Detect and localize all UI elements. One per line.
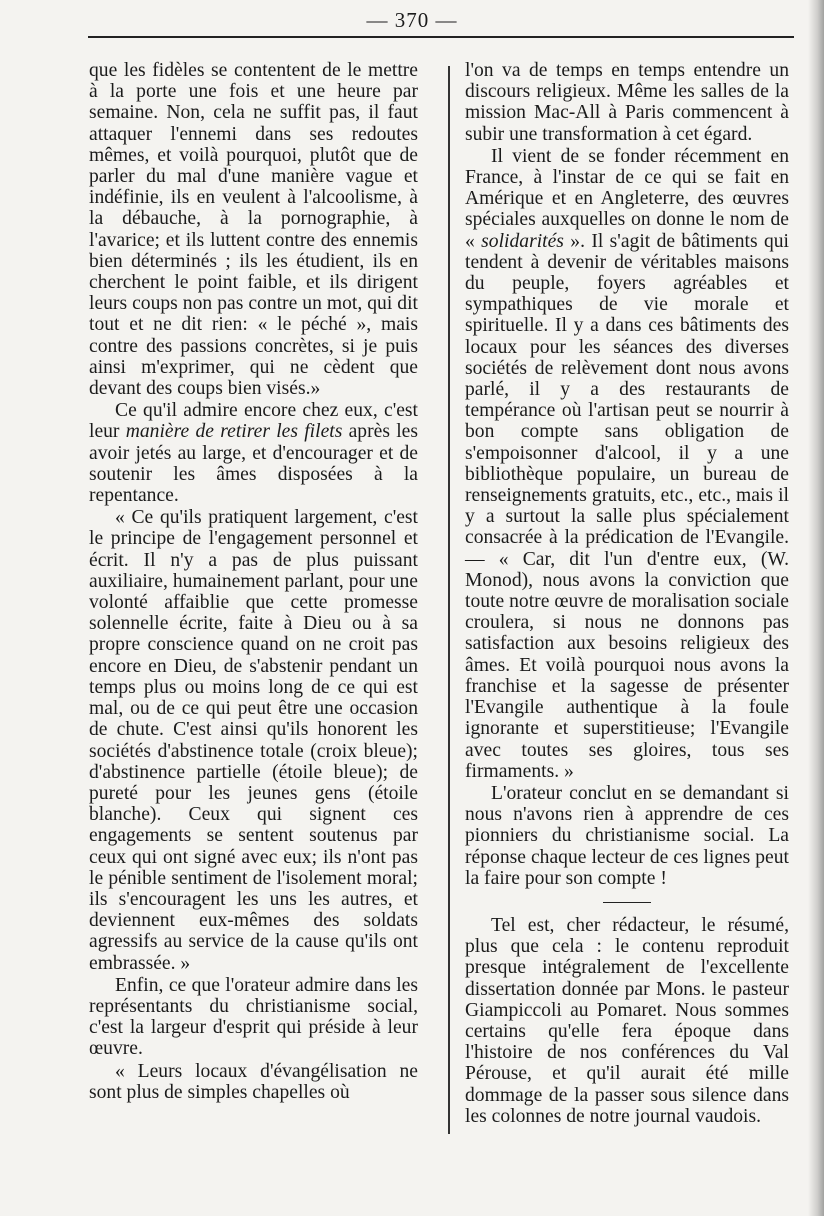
paragraph [89, 400, 418, 506]
section-separator [603, 902, 651, 903]
paragraph: Enfin, ce que l'orateur admire dans les représentants du christianisme social, c'est la largeur d'esprit qui préside à leur œuvre. [89, 974, 418, 1060]
header-rule [88, 36, 794, 38]
paragraph-text: Ce qu'il admire encore chez eux, c'est leur [89, 400, 418, 443]
paragraph: « Ce qu'ils pratiquent largement, c'est le principe de l'engagement personnel et écrit. Il n'y a pas de plus puissant auxiliaire, humainement parlant, pour une volonté affaiblie que cette promesse solennelle écrite, faite à Dieu ou à sa propre conscience quand on ne croit pas encore en Dieu, de s'abstenir pendant un temps plus ou moins long de ce qui est mal, ou de ce qui peut être une occasion de chute. C'est ainsi qu'ils honorent les sociétés d'abstinence totale (croix bleue); d'abstinence partielle (étoile bleue); de pureté pour les jeunes gens (étoile blanche). Ceux qui signent ces engagements se sentent soutenus par ceux qui ont signé avec eux; ils n'ont pas le pénible sentiment de l'isolement moral; ils s'encouragent les uns les autres, et deviennent eux-mêmes des soldats agressifs au service de la cause qu'ils ont embrassée. » [89, 507, 418, 974]
column-divider [448, 66, 450, 1134]
paragraph-text: Il vient de se fonder récemment en France, à l'instar de ce qui se fait en Amérique et en Angleterre, des œuvres spéciales auxquelles on donne le nom de « [465, 145, 789, 252]
paragraph: que les fidèles se contentent de le mettre à la porte une fois et une heure par semaine. Non, cela ne suffit pas, il faut attaquer l'ennemi dans ses redoutes mêmes, et voilà pourquoi, plutôt que de parler du mal d'une manière vague et indéfinie, ils en veulent à l'alcoolisme, à la débauche, à la pornographie, à l'avarice; et ils luttent contre des ennemis bien déterminés ; ils les étudient, ils en cherchent le point faible, et ils dirigent leurs coups non pas contre un mot, qui dit tout et ne dit rien: « le péché », mais contre des passions concrètes, si je puis ainsi m'exprimer, qui ne cèdent que devant des coups bien visés.» [89, 60, 418, 400]
paragraph: l'on va de temps en temps entendre un discours religieux. Même les salles de la mission Mac-All à Paris commencent à subir une transformation à cet égard. [465, 60, 789, 145]
page-edge-shadow [808, 0, 824, 1216]
paragraph: Tel est, cher rédacteur, le résumé, plus que cela : le contenu reproduit presque intégralement de l'excellente dissertation donnée par Mons. le pasteur Giampiccoli au Pomaret. Nous sommes certains qu'elle fera époque dans l'histoire de nos conférences du Val Pérouse, et qu'il aurait été mille dommage de la passer sous silence dans les colonnes de notre journal vaudois. [465, 914, 789, 1127]
page-number: — 370 — [366, 8, 458, 32]
paragraph-text: ». Il s'agit de bâtiments qui tendent à devenir de véritables maisons du peuple, foyers agréables et sympathiques de vie morale et spirituelle. Il y a dans ces bâtiments des locaux pour les séances des diverses sociétés de relèvement dont nous avons parlé, il y a des restaurants de tempérance où l'artisan peut se nourrir à bon compte sans obligation de s'empoisonner d'alcool, il y a une bibliothèque populaire, un bureau de renseignements gratuits, etc., etc., mais il y a surtout la salle plus spécialement consacrée à la prédication de l'Evangile. — « Car, dit l'un d'entre eux, (W. Monod), nous avons la conviction que toute notre œuvre de moralisation sociale croulera, si nous ne donnons pas satisfaction aux besoins religieux des âmes. Et voilà pourquoi nous avons la franchise et la sagesse de présenter l'Evangile authentique à la foule ignorante et superstitieuse; l'Evangile avec toutes ses gloires, tous ses firmaments. » [465, 230, 790, 782]
right-column [465, 60, 789, 1127]
paragraph: « Leurs locaux d'évangélisation ne sont plus de simples chapelles où [89, 1060, 418, 1103]
italic-phrase: manière de retirer les filets [125, 421, 343, 443]
left-column [89, 60, 418, 1103]
paragraph-text: après les avoir jetés au large, et d'encourager et de soutenir les âmes disposées à la repentance. [89, 421, 418, 507]
paragraph [465, 146, 789, 782]
paragraph: L'orateur conclut en se demandant si nous n'avons rien à apprendre de ces pionniers du christianisme social. La réponse chaque lecteur de ces lignes peut la faire pour son compte ! [465, 782, 789, 889]
italic-phrase: solidarités [481, 230, 564, 252]
